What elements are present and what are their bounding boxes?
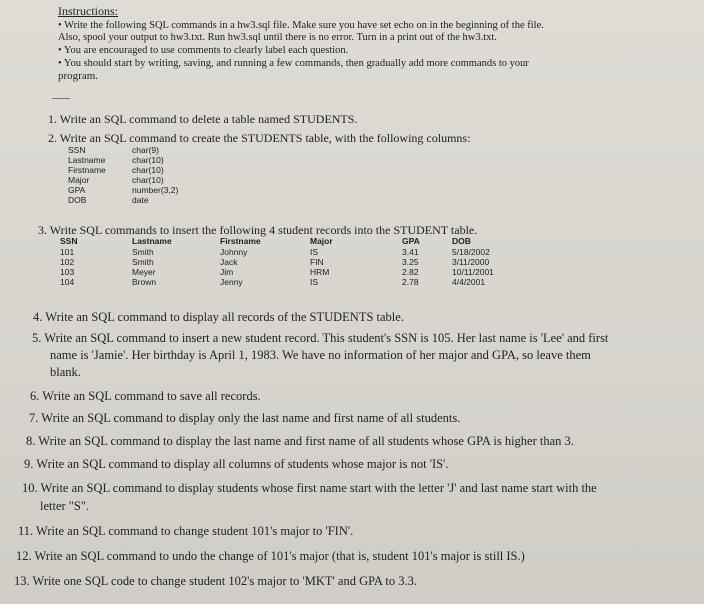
records-header-firstname: Firstname	[220, 236, 261, 246]
instruction-line-3: • You are encouraged to use comments to clearly label each question.	[58, 45, 349, 56]
cell-lastname: Smith	[132, 257, 154, 267]
cell-firstname: Johnny	[220, 247, 248, 257]
cell-dob: 5/18/2002	[452, 247, 490, 257]
cell-ssn: 103	[60, 267, 75, 277]
records-header-gpa: GPA	[402, 236, 420, 246]
question-12: 12. Write an SQL command to undo the change of 101's major (that is, student 101's major is still IS.)	[16, 549, 525, 563]
cell-lastname: Meyer	[132, 267, 156, 277]
cell-lastname: Brown	[132, 277, 157, 287]
question-10-line-2: letter "S".	[40, 499, 90, 513]
cell-major: HRM	[310, 267, 330, 277]
column-type: char(9)	[132, 145, 159, 155]
cell-firstname: Jack	[220, 257, 238, 267]
records-header-ssn: SSN	[60, 236, 78, 246]
cell-dob: 4/4/2001	[452, 277, 486, 287]
question-8: 8. Write an SQL command to display the last name and first name of all students whose GPA is higher than 3.	[26, 434, 574, 448]
cell-ssn: 102	[60, 257, 75, 267]
column-type: char(10)	[132, 165, 164, 175]
cell-firstname: Jenny	[220, 277, 243, 287]
question-1: 1. Write an SQL command to delete a table named STUDENTS.	[48, 112, 358, 126]
separator-line	[52, 98, 70, 99]
cell-major: FIN	[310, 257, 324, 267]
column-name: GPA	[68, 185, 86, 195]
records-header-dob: DOB	[452, 236, 471, 246]
instruction-line-4: • You should start by writing, saving, and running a few commands, then gradually add more commands to your	[58, 58, 529, 69]
column-name: DOB	[68, 195, 87, 205]
cell-gpa: 3.25	[402, 257, 419, 267]
records-header-lastname: Lastname	[132, 236, 172, 246]
column-names	[68, 145, 138, 205]
records-header-major: Major	[310, 236, 333, 246]
column-name: SSN	[68, 145, 86, 155]
column-type: number(3,2)	[132, 185, 179, 195]
cell-lastname: Smith	[132, 247, 154, 257]
cell-gpa: 2.78	[402, 277, 419, 287]
table-row	[60, 247, 74, 257]
question-9: 9. Write an SQL command to display all columns of students whose major is not 'IS'.	[24, 457, 449, 471]
question-5-line-2: name is 'Jamie'. Her birthday is April 1, 1983. We have no information of her major and GPA, so leave them	[50, 348, 591, 362]
question-7: 7. Write an SQL command to display only the last name and first name of all students.	[29, 411, 461, 425]
cell-ssn: 101	[60, 247, 75, 257]
question-3: 3. Write SQL commands to insert the following 4 student records into the STUDENT table.	[38, 223, 478, 237]
column-type: char(10)	[132, 175, 164, 185]
column-name: Lastname	[68, 155, 106, 165]
question-4: 4. Write an SQL command to display all records of the STUDENTS table.	[33, 310, 404, 324]
table-row	[60, 257, 74, 267]
cell-firstname: Jim	[220, 267, 234, 277]
instructions-title: Instructions:	[58, 4, 118, 18]
cell-ssn: 104	[60, 277, 75, 287]
question-5-line-3: blank.	[50, 365, 81, 379]
question-2: 2. Write an SQL command to create the STUDENTS table, with the following columns:	[48, 131, 471, 145]
question-11: 11. Write an SQL command to change student 101's major to 'FIN'.	[18, 524, 354, 538]
cell-major: IS	[310, 247, 319, 257]
cell-dob: 10/11/2001	[452, 267, 494, 277]
question-10-line-1: 10. Write an SQL command to display students whose first name start with the letter 'J' and last name start with the	[22, 481, 597, 495]
column-type: char(10)	[132, 155, 164, 165]
instruction-line-5: program.	[58, 70, 99, 82]
question-5-line-1: 5. Write an SQL command to insert a new student record. This student's SSN is 105. Her last name is 'Lee' and first	[32, 331, 609, 345]
instruction-line-2: Also, spool your output to hw3.txt. Run hw3.sql until there is no error. Turn in a print out of the hw3.txt.	[58, 32, 497, 43]
cell-gpa: 2.82	[402, 267, 419, 277]
question-6: 6. Write an SQL command to save all records.	[30, 389, 261, 403]
column-type: date	[132, 195, 149, 205]
instruction-line-1: • Write the following SQL commands in a hw3.sql file. Make sure you have set echo on in the beginning of the file.	[58, 20, 544, 31]
column-types	[132, 145, 222, 205]
cell-gpa: 3.41	[402, 247, 419, 257]
question-13: 13. Write one SQL code to change student 102's major to 'MKT' and GPA to 3.3.	[14, 574, 417, 588]
cell-dob: 3/11/2000	[452, 257, 490, 267]
cell-major: IS	[310, 277, 319, 287]
column-name: Firstname	[68, 165, 106, 175]
table-row	[60, 277, 74, 287]
table-row	[60, 267, 74, 277]
column-name: Major	[68, 175, 90, 185]
